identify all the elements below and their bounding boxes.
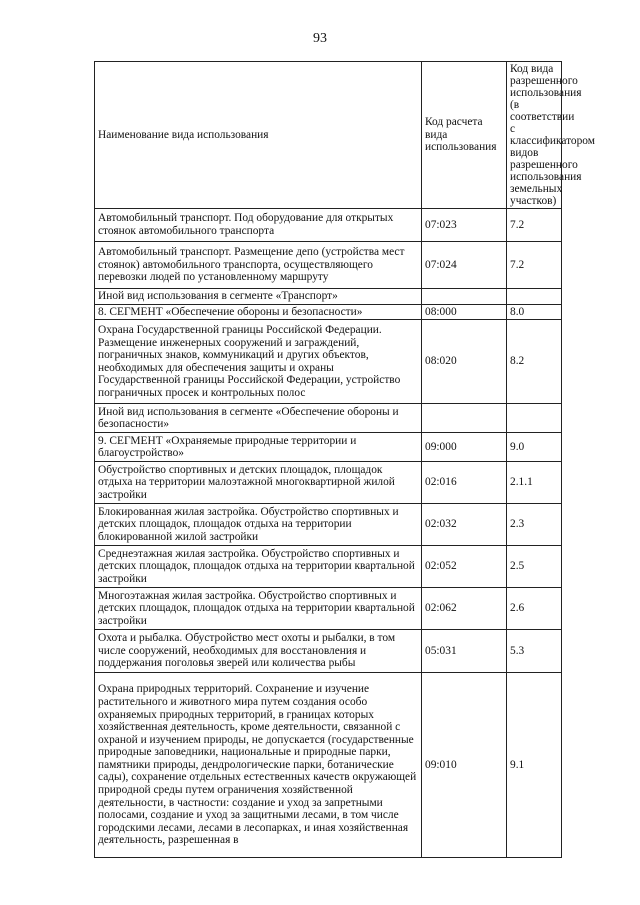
table-row	[95, 209, 562, 242]
row-classifier-code: 7.2	[507, 209, 562, 242]
table-header-row	[95, 62, 562, 209]
row-calc-code: 02:016	[422, 462, 507, 504]
table-row	[95, 546, 562, 588]
header-calc-code: Код расчета вида использования	[422, 62, 507, 209]
row-usage-name: Среднеэтажная жилая застройка. Обустройство спортивных и детских площадок, площадок отдыха на территории квартальной застройки	[95, 546, 422, 588]
table-row	[95, 630, 562, 673]
table-row	[95, 320, 562, 404]
table-row	[95, 504, 562, 546]
row-classifier-code: 2.5	[507, 546, 562, 588]
row-calc-code: 05:031	[422, 630, 507, 673]
row-calc-code: 09:000	[422, 433, 507, 462]
row-calc-code	[422, 289, 507, 305]
row-usage-name: 8. СЕГМЕНТ «Обеспечение обороны и безопасности»	[95, 304, 422, 320]
table-row	[95, 588, 562, 630]
row-classifier-code: 9.0	[507, 433, 562, 462]
row-calc-code	[422, 404, 507, 433]
table-row	[95, 462, 562, 504]
row-usage-name: Автомобильный транспорт. Размещение депо (устройства мест стоянок) автомобильного транспорта, осуществляющего перевозки людей по установленному маршруту	[95, 242, 422, 289]
row-calc-code: 07:023	[422, 209, 507, 242]
row-usage-name: Многоэтажная жилая застройка. Обустройство спортивных и детских площадок, площадок отдыха на территории квартальной застройки	[95, 588, 422, 630]
row-calc-code: 09:010	[422, 673, 507, 858]
row-calc-code: 07:024	[422, 242, 507, 289]
table-row	[95, 304, 562, 320]
header-usage-name: Наименование вида использования	[95, 62, 422, 209]
table-row	[95, 404, 562, 433]
row-classifier-code: 8.0	[507, 304, 562, 320]
row-classifier-code: 2.3	[507, 504, 562, 546]
table-row	[95, 242, 562, 289]
row-classifier-code: 8.2	[507, 320, 562, 404]
page-number: 93	[313, 31, 327, 46]
land-use-table	[94, 61, 595, 858]
row-usage-name: 9. СЕГМЕНТ «Охраняемые природные территории и благоустройство»	[95, 433, 422, 462]
row-classifier-code: 2.6	[507, 588, 562, 630]
row-classifier-code: 9.1	[507, 673, 562, 858]
row-usage-name: Обустройство спортивных и детских площадок, площадок отдыха на территории малоэтажной многоквартирной жилой застройки	[95, 462, 422, 504]
row-classifier-code	[507, 404, 562, 433]
table-row	[95, 673, 562, 858]
row-calc-code: 02:062	[422, 588, 507, 630]
row-classifier-code: 7.2	[507, 242, 562, 289]
row-usage-name: Охрана природных территорий. Сохранение и изучение растительного и животного мира путем создания особо охраняемых природных территорий, в границах которых хозяйственная деятельность, кроме деятельности, связанной с охраной и изучением природы, не допускается (государственные природные заповедники, национальные и природные парки, памятники природы, дендрологические парки, ботанические сады), сохранение отдельных естественных качеств окружающей природной среды путем ограничения хозяйственной деятельности, в частности: создание и уход за запретными полосами, создание и уход за защитными лесами, в том числе городскими лесами, лесами в лесопарках, и иная хозяйственная деятельность, разрешенная в	[95, 673, 422, 858]
header-classifier-code: Код вида разрешенного использования (в соответствии с классификатором видов разрешенного использования земельных участков)	[507, 62, 562, 209]
row-calc-code: 08:000	[422, 304, 507, 320]
row-calc-code: 02:052	[422, 546, 507, 588]
table-row	[95, 433, 562, 462]
row-calc-code: 08:020	[422, 320, 507, 404]
row-classifier-code: 5.3	[507, 630, 562, 673]
row-usage-name: Охрана Государственной границы Российской Федерации. Размещение инженерных сооружений и заграждений, пограничных знаков, коммуникаций и других объектов, необходимых для обеспечения защиты и охраны Государственной границы Российской Федерации, устройство пограничных просек и контрольных полос	[95, 320, 422, 404]
table-row	[95, 289, 562, 305]
row-usage-name: Охота и рыбалка. Обустройство мест охоты и рыбалки, в том числе сооружений, необходимых для восстановления и поддержания поголовья зверей или количества рыбы	[95, 630, 422, 673]
row-usage-name: Автомобильный транспорт. Под оборудование для открытых стоянок автомобильного транспорта	[95, 209, 422, 242]
row-calc-code: 02:032	[422, 504, 507, 546]
row-usage-name: Иной вид использования в сегменте «Транспорт»	[95, 289, 422, 305]
row-classifier-code: 2.1.1	[507, 462, 562, 504]
row-usage-name: Иной вид использования в сегменте «Обеспечение обороны и безопасности»	[95, 404, 422, 433]
row-usage-name: Блокированная жилая застройка. Обустройство спортивных и детских площадок, площадок отдыха на территории блокированной жилой застройки	[95, 504, 422, 546]
row-classifier-code	[507, 289, 562, 305]
